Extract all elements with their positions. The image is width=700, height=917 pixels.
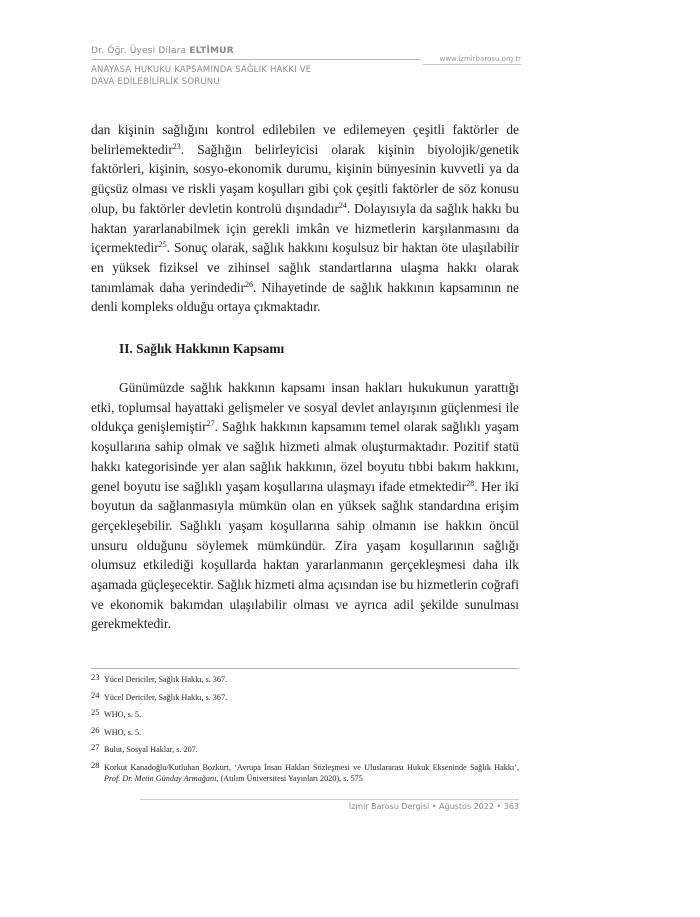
footnote-25: 25 WHO, s. 5. (91, 707, 142, 719)
running-header (91, 46, 521, 96)
article-title: ANAYASA HUKUKU KAPSAMINDA SAĞLIK HAKKI VE DAVA EDİLEBİLİRLİK SORUNU (91, 65, 312, 87)
footnote-ref-26[interactable]: 26 (244, 279, 253, 289)
website-rule (423, 64, 521, 65)
footnote-ref-25[interactable]: 25 (158, 240, 167, 250)
author-name: Dr. Öğr. Üyesi Dilara ELTİMUR (91, 46, 234, 56)
section-heading: II. Sağlık Hakkının Kapsamı (119, 341, 285, 357)
website-link[interactable]: www.izmirbarosu.org.tr (439, 55, 521, 63)
paragraph-2: Günümüzde sağlık hakkının kapsamı insan hakları hukukunun yarattığı etki, toplumsal hayattaki gelişmeler ve sosyal devlet anlayışının güçlenmesi ile oldukça genişlemiştir$^{27}$. Sağlık hakkının kapsamını temel olarak sağlıklı yaşam koşullarına sahip olmak ve sağlık hizmeti almak oluşturmaktadır. Pozitif statü hakkı kategorisinde yer alan sağlık hakkının, özel boyutu tıbbi bakım hakkını, genel boyutu ise sağlıklı yaşam koşullarına ulaşmayı ifade etmektedir$^{28}$. Her iki boyutun da sağlanmasıyla mümkün olan en yüksek sağlık standardına erişim gerçekleşebilir. Sağlıklı yaşam koşullarına sahip olmanın ise hakkın öncül unsuru olduğunu söylemek mümkündür. Zira yaşam koşullarının sağlığı olumsuz etkilediği koşullarda haktan yararlanmanın gerçekleşmesi daha ilk aşamada güçleşecektir. Sağlık hizmeti alma açısından ise bu hizmetlerin coğrafi ve ekonomik bakımdan ulaşılabilir olması ve ayrıca adil şekilde sunulması gerekmektedir. (91, 380, 519, 632)
footnote-27: 27 Bulut, Sosyal Haklar, s. 207. (91, 742, 198, 754)
footnote-ref-27[interactable]: 27 (206, 419, 215, 429)
page-footer: İzmir Barosu Dergisi • Ağustos 2022 • 363 (348, 802, 519, 811)
footnote-ref-28[interactable]: 28 (466, 478, 475, 488)
footnote-ref-23[interactable]: 23 (172, 141, 181, 151)
header-rule (91, 59, 421, 60)
footnote-23: 23 Yücel Dericiler, Sağlık Hakkı, s. 367. (91, 672, 228, 684)
footnotes (91, 674, 519, 790)
footnote-24: 24 Yücel Dericiler, Sağlık Hakkı, s. 367. (91, 689, 228, 702)
main-text (91, 120, 519, 634)
footnote-28: 28 Korkut Kanadoğlu/Kutluhan Bozkurt, ‘Avrupa İnsan Hakları Sözleşmesi ve Uluslararası Hukuk Ekseninde Sağlık Hakkı’, Prof. Dr. Metin Günday Armağanı, (Atılım Üniversitesi Yayınları 2020), s. 575 (91, 759, 519, 783)
footnote-26: 26 WHO, s. 5. (91, 724, 142, 737)
footnote-rule (91, 668, 519, 669)
footer-rule (140, 799, 519, 800)
paragraph-1: dan kişinin sağlığını kontrol edilebilen ve edilemeyen çeşitli faktörler de belirlemektedir$^{23}$. Sağlığın belirleyicisi olarak kişinin biyolojik/genetik faktörleri, kişinin, sosyo-ekonomik durumu, kişinin bünyesinin kuvvetli ya da güçsüz olması ve riskli yaşam koşulları gibi çok çeşitli faktörler de söz konusu olup, bu faktörler devletin kontrolü dışındadır$^{24}$. Dolayısıyla da sağlık hakkı bu haktan yararlanabilmek için gerekli imkân ve hizmetlerin karşılanmasını da içermektedir$^{25}$. Sonuç olarak, sağlık hakkını koşulsuz bir haktan öte ulaşılabilir en yüksek fiziksel ve zihinsel sağlık standartlarına ulaşma hakkı olarak tanımlamak daha yerindedir$^{26}$. Nihayetinde de sağlık hakkının kapsamının ne denli kompleks olduğu ortaya çıkmaktadır. (91, 122, 519, 315)
footnote-ref-24[interactable]: 24 (338, 200, 347, 210)
